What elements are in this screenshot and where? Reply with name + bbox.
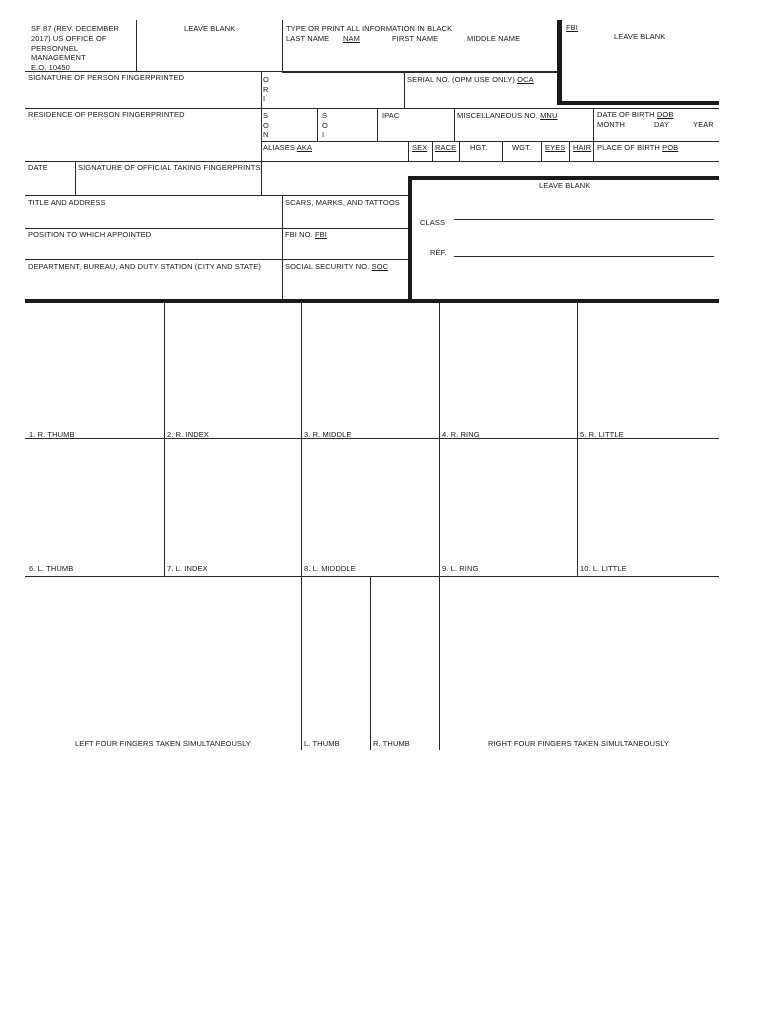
r-thumb-label: R. THUMB — [373, 739, 410, 748]
divider — [377, 108, 378, 141]
left-four-box[interactable] — [25, 577, 301, 737]
row-line — [25, 71, 557, 72]
aliases-text: ALIASES — [263, 143, 295, 152]
finger-box-r-ring[interactable] — [440, 303, 577, 429]
serial-no-text: SERIAL NO. (OPM USE ONLY) — [407, 75, 515, 84]
fbi-no-label — [285, 230, 327, 240]
position-label: POSITION TO WHICH APPOINTED — [28, 230, 152, 239]
divider — [136, 20, 137, 72]
finger-box-r-thumb[interactable] — [25, 303, 164, 429]
finger-box-r-little[interactable] — [578, 303, 719, 429]
ori-letter-i: I — [263, 94, 266, 103]
signature-person-field[interactable] — [25, 84, 261, 108]
finger-box-l-ring[interactable] — [440, 439, 577, 563]
finger-box-l-thumb[interactable] — [25, 439, 164, 563]
residence-field[interactable] — [25, 121, 261, 161]
scars-label: SCARS, MARKS, AND TATTOOS — [285, 198, 400, 207]
mnu-code: MNU — [540, 111, 558, 120]
finger-label-r-thumb: 1. R. THUMB — [29, 430, 75, 439]
fbi-top-label — [566, 23, 578, 33]
ori-letter-o: O — [263, 75, 269, 84]
fbi-top-code: FBI — [566, 23, 578, 32]
l-thumb-box[interactable] — [302, 577, 370, 737]
son-letter-o: O — [263, 120, 269, 130]
nam-code: NAM — [343, 33, 360, 43]
pob-code: POB — [662, 143, 679, 152]
dob-day-label: DAY — [654, 119, 670, 129]
form-id-line-3: PERSONNEL — [31, 43, 79, 53]
leave-blank-label-3: LEAVE BLANK — [539, 181, 591, 190]
class-field[interactable] — [454, 219, 714, 220]
dob-year-label: YEAR — [693, 119, 714, 129]
residence-label: RESIDENCE OF PERSON FINGERPRINTED — [28, 110, 185, 119]
date-label: DATE — [28, 163, 48, 172]
pob-text: PLACE OF BIRTH — [597, 143, 660, 152]
fbi-no-code: FBI — [314, 230, 327, 239]
divider — [432, 141, 433, 161]
last-name-label: LAST NAME — [286, 33, 330, 43]
fbi-no-text: FBI NO. — [285, 230, 313, 239]
oca-code: OCA — [517, 75, 534, 84]
ref-label: REF. — [430, 248, 447, 257]
aliases-label — [263, 143, 312, 153]
divider — [569, 141, 570, 161]
title-address-label: TITLE AND ADDRESS — [28, 198, 106, 207]
race-label: RACE — [435, 143, 457, 152]
middle-name-label: MIDDLE NAME — [467, 33, 521, 43]
finger-box-l-index[interactable] — [165, 439, 301, 563]
divider — [317, 108, 318, 141]
heavy-bar-vertical — [557, 20, 562, 104]
sex-label: SEX — [412, 143, 428, 152]
department-label: DEPARTMENT, BUREAU, AND DUTY STATION (CITY AND STATE) — [28, 262, 261, 271]
divider — [502, 141, 503, 161]
hair-label: HAIR — [573, 143, 592, 152]
heavy-bar-horizontal — [557, 101, 719, 105]
divider — [541, 141, 542, 161]
finger-label-r-index: 2. R. INDEX — [167, 430, 209, 439]
type-or-print-instruction: TYPE OR PRINT ALL INFORMATION IN BLACK — [286, 24, 453, 33]
finger-box-r-index[interactable] — [165, 303, 301, 429]
soi-letter-o: O — [322, 120, 328, 130]
row-line — [25, 195, 408, 196]
finger-label-l-thumb: 6. L. THUMB — [29, 564, 74, 573]
wgt-label: WGT. — [512, 143, 532, 152]
r-thumb-box[interactable] — [371, 577, 439, 737]
ssn-label — [285, 262, 388, 272]
aliases-field[interactable] — [262, 153, 408, 193]
soc-code: SOC — [371, 262, 389, 271]
ssn-field[interactable] — [284, 272, 407, 298]
l-thumb-label: L. THUMB — [304, 739, 340, 748]
row-line — [25, 108, 719, 109]
signature-official-field[interactable] — [76, 174, 260, 194]
dob-label — [597, 110, 673, 120]
form-id-line-1: SF 87 (REV. DECEMBER — [31, 24, 119, 33]
class-label: CLASS — [420, 218, 446, 227]
heavy-bar-vertical — [408, 176, 412, 300]
row-line — [25, 228, 408, 229]
divider — [454, 108, 455, 141]
finger-label-r-little: 5. R. LITTLE — [580, 430, 624, 439]
dob-code: DOB — [656, 110, 674, 119]
misc-no-label — [457, 111, 557, 121]
finger-label-l-middle: 8. L. MIDDDLE — [304, 564, 356, 573]
form-id-line-4: MANAGEMENT — [31, 53, 86, 62]
ipac-label: IPAC — [382, 111, 400, 120]
eyes-label: EYES — [545, 143, 566, 152]
divider — [404, 71, 405, 108]
hgt-label: HGT. — [470, 143, 488, 152]
finger-label-r-ring: 4. R. RING — [442, 430, 480, 439]
son-letter-s: S — [263, 111, 269, 120]
aka-code: AKA — [296, 143, 313, 152]
divider — [282, 195, 283, 300]
finger-box-r-middle[interactable] — [302, 303, 439, 429]
row-line — [261, 141, 719, 142]
form-id-line-5: E.O. 10450 — [31, 62, 70, 72]
ssn-text: SOCIAL SECURITY NO. — [285, 262, 370, 271]
serial-no-label — [407, 75, 534, 85]
soi-letter-i: I — [322, 130, 325, 139]
signature-official-label: SIGNATURE OF OFFICIAL TAKING FINGERPRINTS — [78, 163, 261, 172]
dob-month-label: MONTH — [597, 119, 625, 129]
divider — [593, 108, 594, 161]
right-four-label: RIGHT FOUR FINGERS TAKEN SIMULTANEOUSLY — [488, 739, 670, 748]
department-field[interactable] — [26, 272, 281, 298]
dob-text: DATE OF BIRTH — [597, 110, 655, 119]
heavy-bar-horizontal — [408, 176, 719, 180]
soi-letter-s: S — [322, 111, 328, 120]
finger-label-l-index: 7. L. INDEX — [167, 564, 208, 573]
finger-label-l-little: 10. L. LITTLE — [580, 564, 627, 573]
left-four-label: LEFT FOUR FINGERS TAKEN SIMULTANEOUSLY — [75, 739, 251, 748]
finger-box-l-little[interactable] — [578, 439, 719, 563]
misc-no-text: MISCELLANEOUS NO. — [457, 111, 538, 120]
signature-person-label: SIGNATURE OF PERSON FINGERPRINTED — [28, 73, 185, 82]
finger-label-r-middle: 3. R. MIDDLE — [304, 430, 352, 439]
finger-label-l-ring: 9. L. RING — [442, 564, 479, 573]
row-line — [25, 161, 719, 162]
leave-blank-label-2: LEAVE BLANK — [614, 32, 666, 41]
divider — [408, 141, 409, 161]
form-id-line-2: 2017) US OFFICE OF — [31, 34, 107, 43]
first-name-label: FIRST NAME — [392, 33, 439, 43]
row-line — [25, 259, 408, 260]
pob-label — [597, 143, 678, 153]
name-field-bottom[interactable] — [282, 72, 558, 73]
ref-field[interactable] — [454, 256, 714, 257]
right-four-box[interactable] — [440, 577, 719, 737]
divider — [282, 20, 283, 72]
leave-blank-label: LEAVE BLANK — [184, 24, 236, 33]
son-letter-n: N — [263, 130, 269, 139]
ori-letter-r: R — [263, 84, 269, 94]
finger-box-l-middle[interactable] — [302, 439, 439, 563]
divider — [459, 141, 460, 161]
divider — [261, 71, 262, 108]
